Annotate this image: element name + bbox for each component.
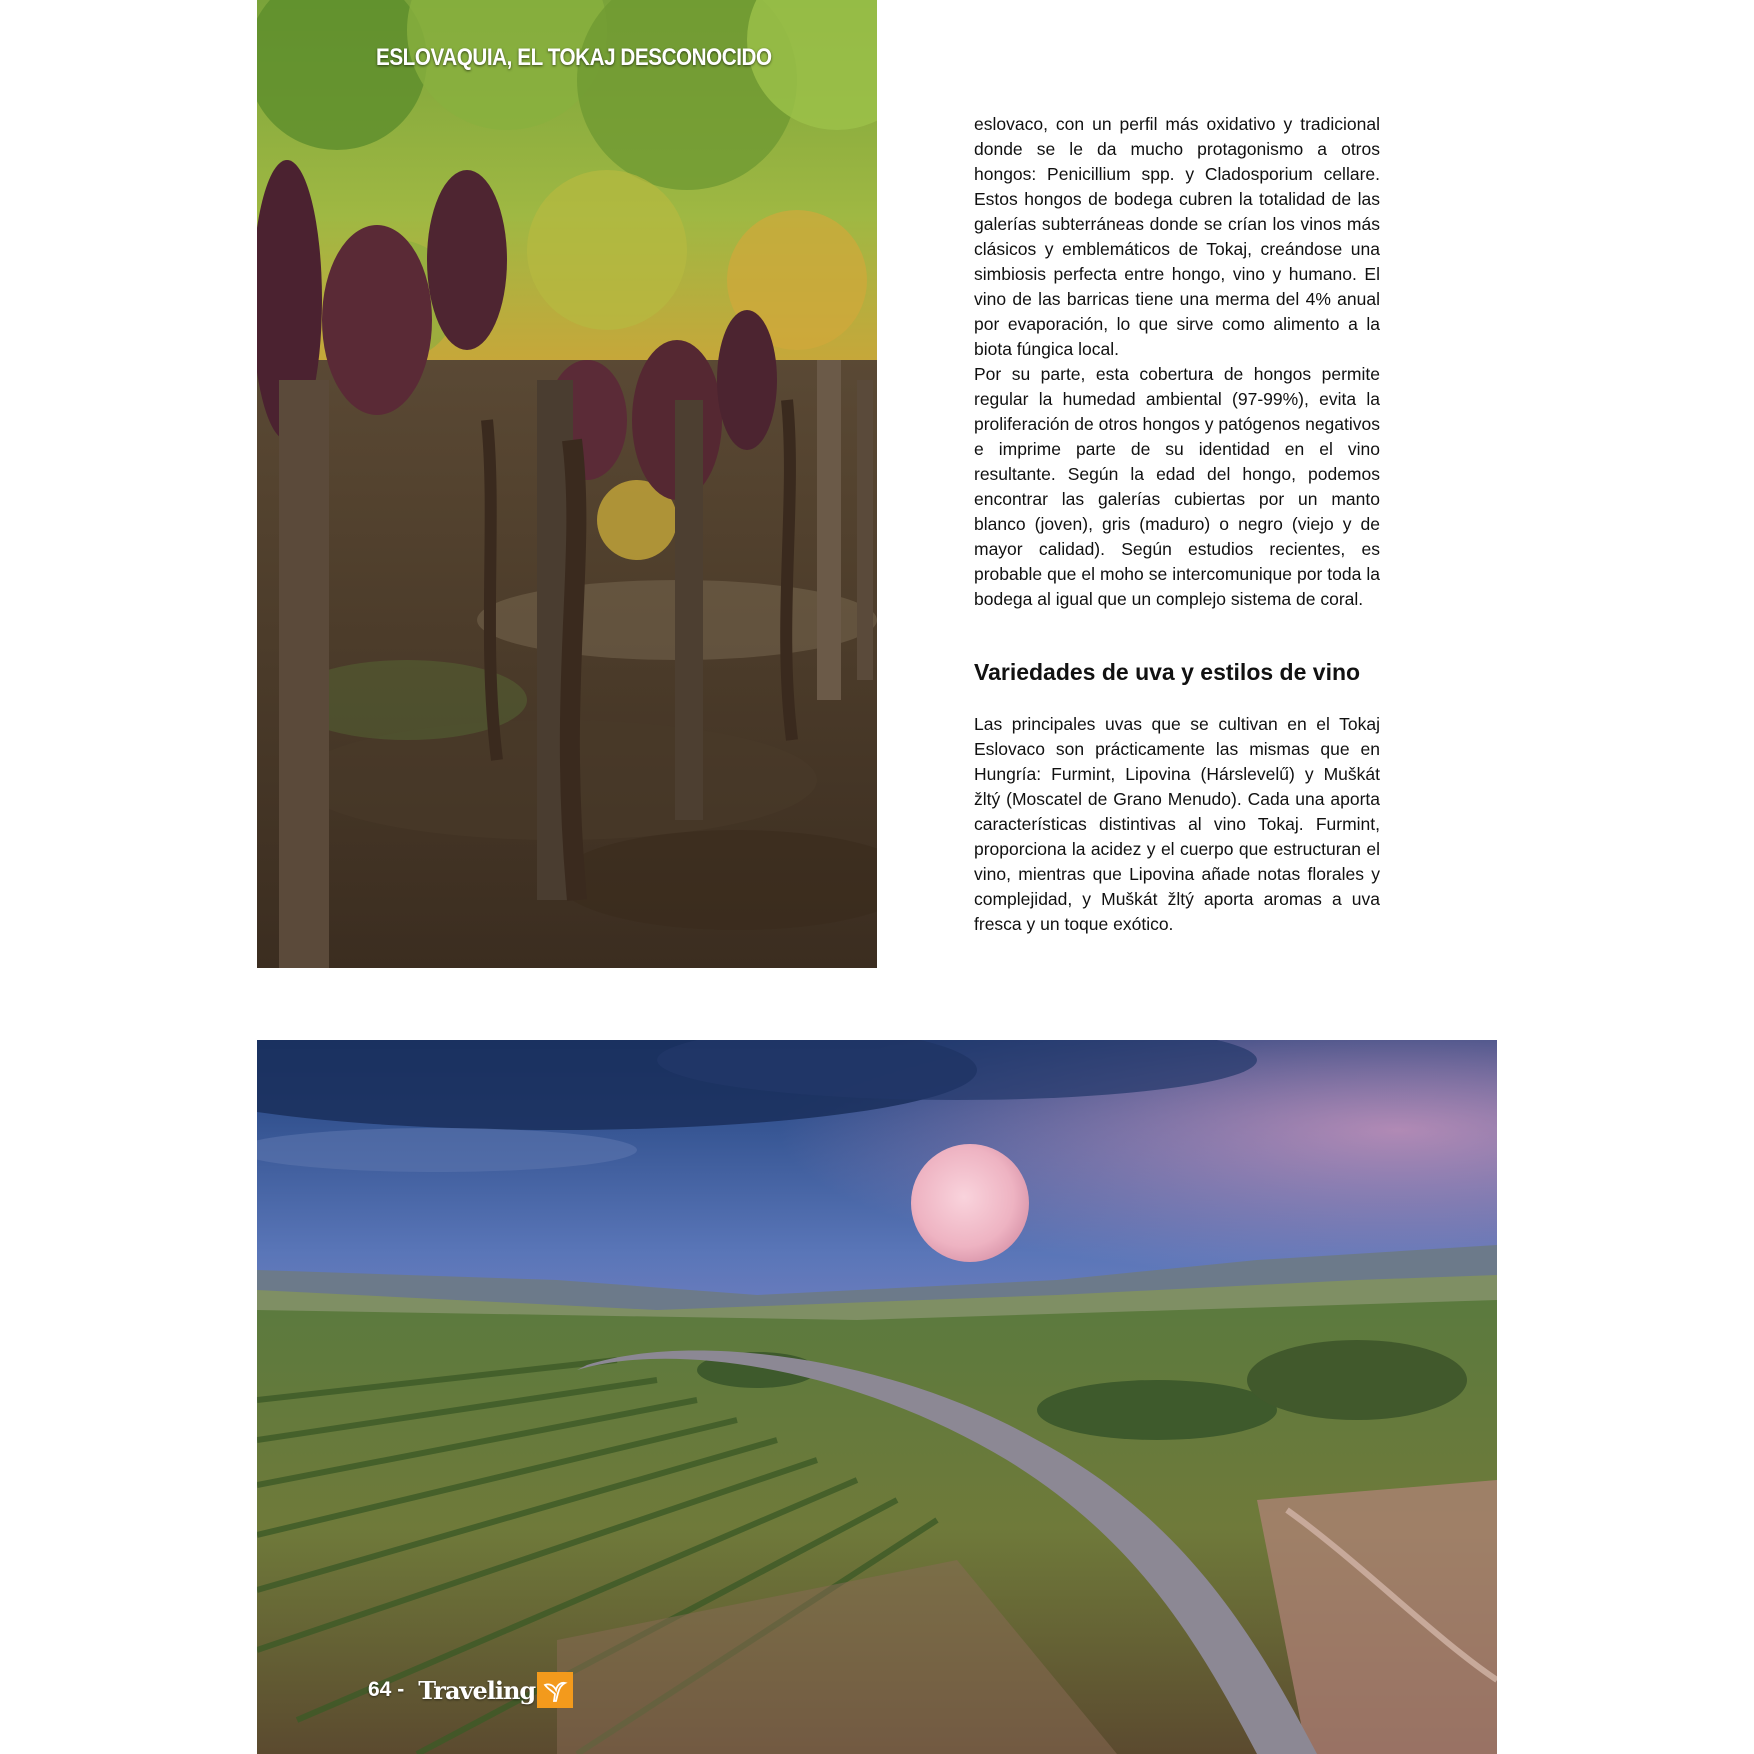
brand-bird-icon [537, 1672, 573, 1708]
section-heading: Variedades de uva y estilos de vino [974, 659, 1361, 685]
page-footer [368, 1672, 573, 1708]
landscape-image [257, 1040, 1497, 1754]
page-number: 64 - [368, 1678, 405, 1701]
brand-logo [418, 1672, 573, 1708]
brand-name: Traveling [418, 1675, 536, 1705]
vineyard-photo [257, 0, 877, 968]
vineyard-image [257, 0, 877, 968]
article-paragraph: Las principales uvas que se cultivan en el Tokaj Eslovaco son prácticamente las mismas que en Hungría: Furmint, Lipovina (Hárslevelű) y Muškát žltý (Moscatel de Grano Menudo). Cada una aporta características distintivas al vino Tokaj. Furmint, proporciona la acidez y el cuerpo que estructuran el vino, mientras que Lipovina añade notas florales y complejidad, y Muškát žltý aporta aromas a uva fresca y un toque exótico. [974, 714, 1380, 934]
article-column-upper [974, 112, 1380, 612]
article-paragraph: Por su parte, esta cobertura de hongos permite regular la humedad ambiental (97-99%), evita la proliferación de otros hongos y patógenos negativos e imprime parte de su identidad en el vino resultante. Según la edad del hongo, podemos encontrar las galerías cubiertas por un manto blanco (joven), gris (maduro) o negro (viejo y de mayor calidad). Según estudios recientes, es probable que el moho se intercomunique por toda la bodega al igual que un complejo sistema de coral. [974, 364, 1380, 609]
article-column-lower [974, 712, 1380, 937]
landscape-photo [257, 1040, 1497, 1754]
article-paragraph: eslovaco, con un perfil más oxidativo y tradicional donde se le da mucho protagonismo a otros hongos: Penicillium spp. y Cladosporium cellare. Estos hongos de bodega cubren la totalidad de las galerías subterráneas donde se crían los vinos más clásicos y emblemáticos de Tokaj, creándose una simbiosis perfecta entre hongo, vino y humano. El vino de las barricas tiene una merma del 4% anual por evaporación, lo que sirve como alimento a la biota fúngica local. [974, 114, 1380, 359]
section-title: ESLOVAQUIA, EL TOKAJ DESCONOCIDO [376, 44, 772, 71]
